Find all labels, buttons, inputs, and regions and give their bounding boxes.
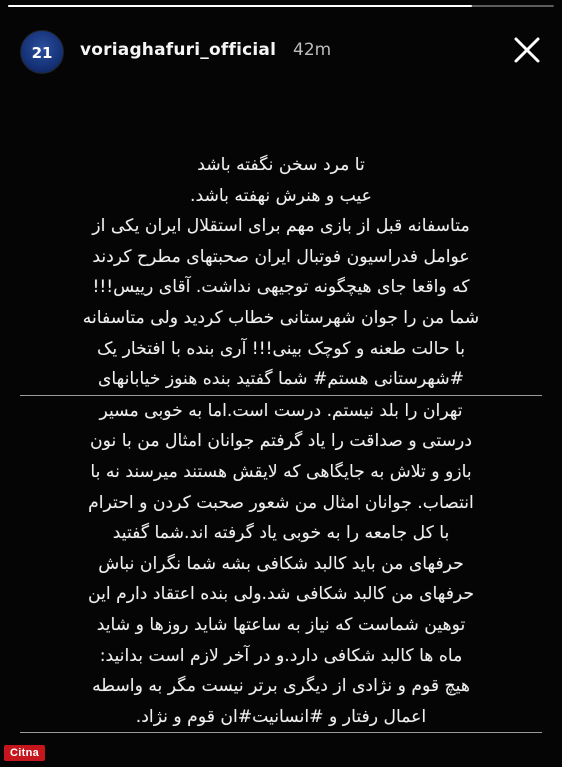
story-text-line-hashtag[interactable]: #شهرستانی هستم# شما گفتید بنده هنوز خیابانهای bbox=[20, 364, 542, 396]
story-text-line: انتصاب. جوانان امثال من شعور صحبت کردن و احترام bbox=[88, 492, 474, 513]
story-text-line: حرفهای من باید کالبد شکافی بشه شما نگران نباش bbox=[98, 553, 464, 574]
close-button[interactable] bbox=[510, 33, 544, 67]
story-text-line: تا مرد سخن نگفته باشد bbox=[197, 155, 365, 175]
close-icon bbox=[510, 33, 544, 67]
watermark-logo: Citna bbox=[4, 745, 45, 761]
story-text-line: بازو و تلاش به جایگاهی که لایقش هستند میرسند نه با bbox=[90, 461, 472, 482]
story-text-line: ماه ها کالبد شکافی دارد.و در آخر لازم است بدانید: bbox=[99, 645, 463, 666]
story-text-line: که واقعا جای هیچگونه توجیهی نداشت. آقای رییس!!! bbox=[92, 277, 470, 298]
story-text-line: عوامل فدراسیون فوتبال ایران صحبتهای مطرح کردند bbox=[92, 246, 470, 267]
story-text-line: شما من را جوان شهرستانی خطاب کردید ولی متاسفانه bbox=[82, 307, 480, 328]
story-text-line-hashtag[interactable]: اعمال رفتار و #انسانیت#ان قوم و نژاد. bbox=[20, 702, 542, 734]
story-timestamp: 42m bbox=[293, 40, 332, 60]
story-progress-bar bbox=[8, 5, 554, 7]
story-text bbox=[20, 150, 542, 733]
story-text-line: توهین شماست که نیاز به ساعتها شاید روزها و شاید bbox=[96, 614, 466, 635]
story-text-line: با کل جامعه را به خوبی یاد گرفته اند.شما گفتید bbox=[112, 523, 450, 544]
story-text-line: حرفهای من کالبد شکافی شد.ولی بنده اعتقاد دارم این bbox=[87, 584, 475, 605]
story-text-line: درستی و صداقت را یاد گرفتم جوانان امثال من با نون bbox=[90, 431, 472, 452]
username[interactable]: voriaghafuri_official bbox=[80, 40, 277, 60]
story-text-line: متاسفانه قبل از بازی مهم برای استقلال ایران یکی از bbox=[92, 216, 470, 237]
story-text-line: هیچ قوم و نژادی از دیگری برتر نیست مگر به واسطه bbox=[92, 676, 470, 697]
avatar-jersey-number: 21 bbox=[31, 44, 53, 62]
story-text-line: عیب و هنرش نهفته باشد. bbox=[190, 185, 372, 206]
story-text-line: تهران را بلد نیستم. درست است.اما به خوبی مسیر bbox=[99, 400, 463, 421]
story-progress-fill bbox=[8, 5, 472, 7]
watermark bbox=[4, 742, 45, 764]
story-text-line: با حالت طعنه و کوچک بینی!!! آری بنده با افتخار یک bbox=[96, 338, 466, 359]
avatar[interactable] bbox=[20, 30, 64, 74]
